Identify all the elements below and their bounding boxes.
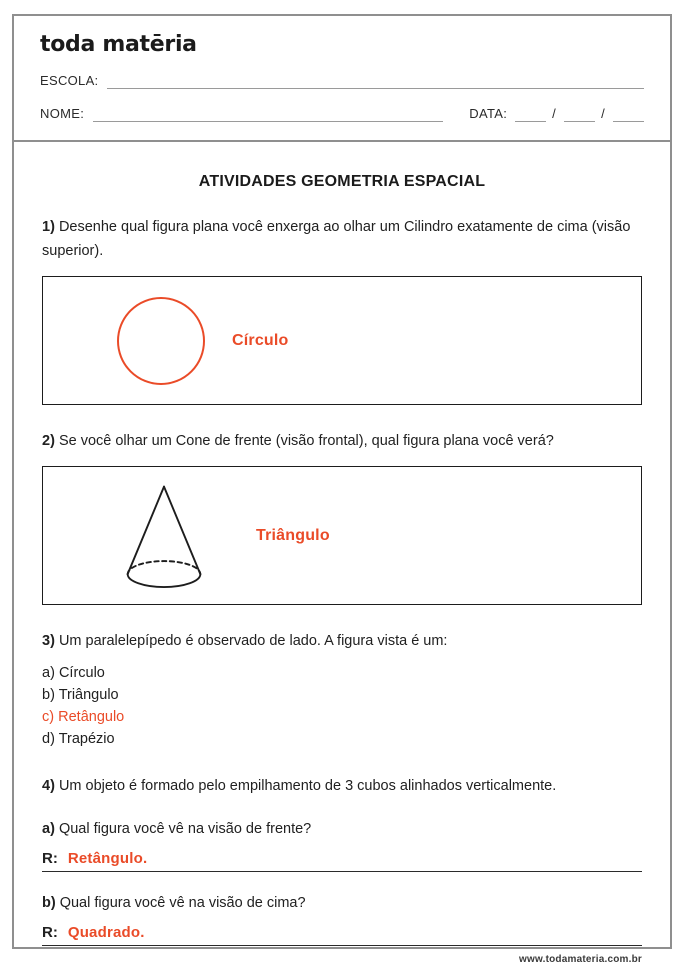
header-section: [14, 16, 670, 142]
data-group: [469, 106, 644, 122]
worksheet-page: [12, 14, 672, 965]
question-3-text: Um paralelepípedo é observado de lado. A figura vista é um:: [58, 633, 448, 649]
question-4b-letter: b): [42, 895, 56, 911]
nome-blank-line: [93, 107, 443, 122]
option-letter: b): [42, 687, 55, 703]
nome-label: NOME:: [40, 106, 85, 121]
question-4: [42, 774, 642, 798]
question-4a-text: Qual figura você vê na visão de frente?: [58, 821, 312, 837]
date-month-blank: [564, 107, 595, 122]
question-4a-letter: a): [42, 821, 55, 837]
figure-1-answer-label: Círculo: [232, 331, 289, 349]
question-4b-text: Qual figura você vê na visão de cima?: [59, 895, 306, 911]
figure-2-answer-label: Triângulo: [256, 526, 330, 544]
option-label: Círculo: [58, 665, 105, 681]
question-4-text: Um objeto é formado pelo empilhamento de 3 cubos alinhados verticalmente.: [58, 778, 557, 794]
question-3-number: 3): [42, 633, 55, 649]
question-4a-answer: Retângulo.: [67, 850, 148, 867]
data-label: DATA:: [469, 106, 508, 121]
q3-option-d: [42, 728, 642, 750]
footer-url: www.todamateria.com.br: [519, 954, 642, 965]
question-1-number: 1): [42, 219, 55, 235]
option-letter: d): [42, 731, 55, 747]
option-letter: a): [42, 665, 55, 681]
question-3-options: [42, 662, 642, 750]
answer-prefix: R:: [42, 850, 58, 867]
question-4-number: 4): [42, 778, 55, 794]
brand-logo: toda matēria: [40, 32, 197, 57]
escola-blank-line: [107, 74, 644, 89]
option-label: Triângulo: [58, 687, 119, 703]
question-4b-answer-line: [42, 924, 642, 946]
date-day-blank: [515, 107, 546, 122]
date-separator: /: [552, 106, 557, 121]
question-1-text: Desenhe qual figura plana você enxerga ao olhar um Cilindro exatamente de cima (visão superior).: [42, 219, 631, 259]
date-separator: /: [601, 106, 605, 121]
date-year-blank: [613, 107, 644, 122]
circle-figure: [117, 297, 205, 385]
question-2: [42, 429, 642, 453]
question-1: [42, 215, 642, 263]
question-2-text: Se você olhar um Cone de frente (visão frontal), qual figura plana você verá?: [58, 433, 554, 449]
q3-option-b: [42, 684, 642, 706]
question-4a-answer-line: [42, 850, 642, 872]
option-letter: c): [42, 709, 55, 725]
answer-prefix: R:: [42, 924, 58, 941]
q3-option-c-correct: [42, 706, 642, 728]
question-4b-answer: Quadrado.: [67, 924, 145, 941]
escola-row: [40, 73, 644, 89]
cone-figure: [119, 475, 209, 602]
nome-row: [40, 106, 644, 122]
worksheet-title: ATIVIDADES GEOMETRIA ESPACIAL: [198, 173, 486, 190]
option-label: Trapézio: [58, 731, 115, 747]
question-3: [42, 629, 642, 653]
answer-figure-box-1: [42, 276, 642, 405]
escola-label: ESCOLA:: [40, 73, 99, 88]
question-4b: [42, 891, 642, 915]
question-4a: [42, 817, 642, 841]
question-2-number: 2): [42, 433, 55, 449]
worksheet-body: [14, 173, 670, 978]
option-label: Retângulo: [58, 709, 125, 725]
answer-figure-box-2: [42, 466, 642, 605]
q3-option-a: [42, 662, 642, 684]
